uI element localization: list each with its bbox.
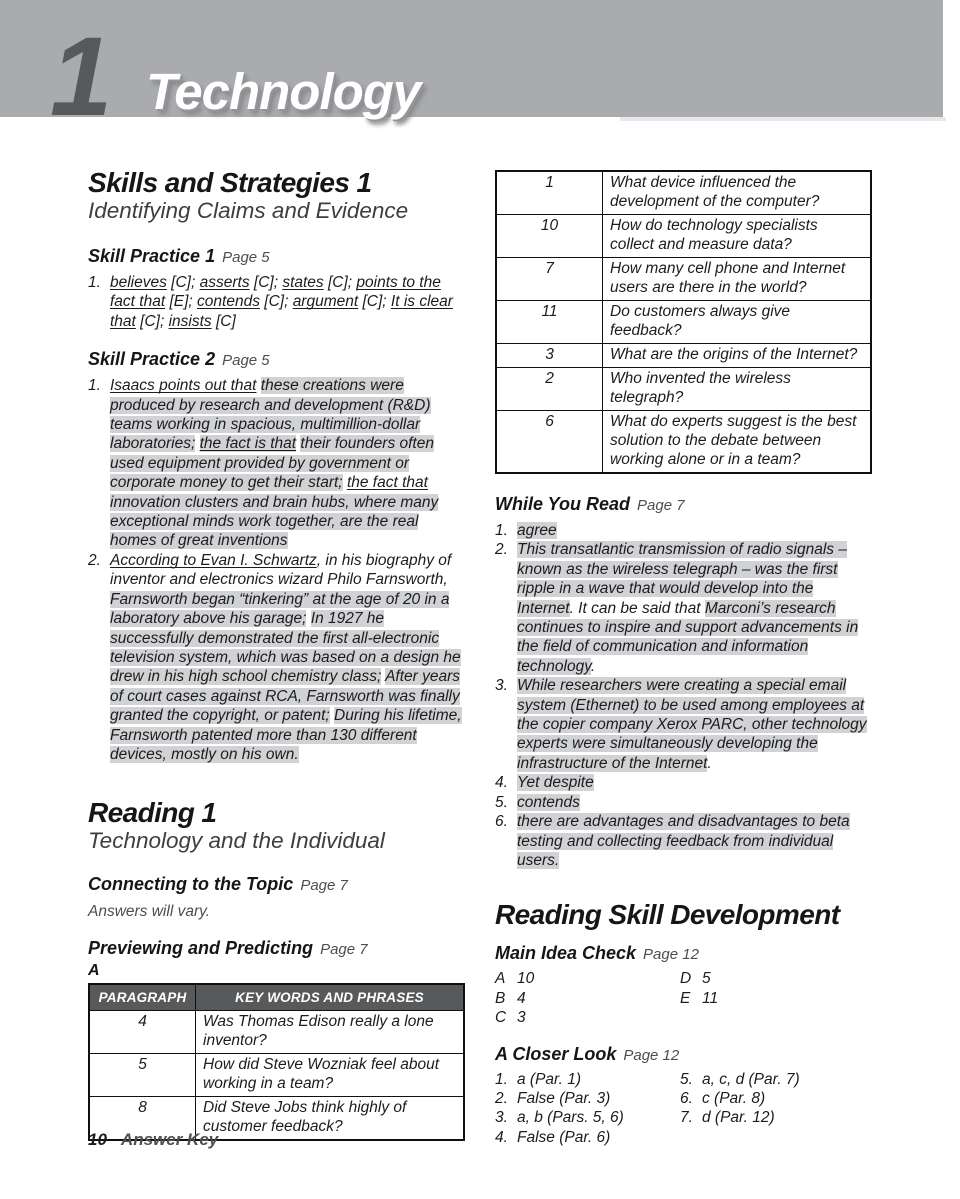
heading-label: Connecting to the Topic xyxy=(88,874,294,895)
paragraph-number-cell: 5 xyxy=(89,1053,196,1096)
skill-practice-2-answers xyxy=(88,376,465,764)
heading-skill-practice-2 xyxy=(88,349,465,371)
page-reference: Page 12 xyxy=(623,1046,680,1064)
answer-number: 1. xyxy=(495,522,508,539)
answer-item xyxy=(680,1108,865,1127)
table-row xyxy=(496,215,871,258)
highlighted-text: After years of court cases against RCA, Farnsworth was finally granted the copyright, or patent; xyxy=(110,668,461,725)
page-reference: Page 5 xyxy=(222,249,270,266)
answer-number: 1. xyxy=(495,1070,508,1088)
table-header-row xyxy=(89,984,464,1011)
answer-item xyxy=(680,989,865,1008)
skill-practice-1-answers xyxy=(88,273,465,331)
previewing-table-body xyxy=(89,1010,464,1140)
answer-text xyxy=(517,1108,680,1127)
answer-number: E xyxy=(680,989,691,1007)
table-row xyxy=(496,368,871,411)
highlighted-text: innovation clusters and brain hubs, where many exceptional minds work together, are the real homes of great inventions xyxy=(110,493,439,550)
key-words-cell: Who invented the wireless telegraph? xyxy=(603,368,872,411)
heading-label: Main Idea Check xyxy=(495,943,637,964)
a-closer-look-right xyxy=(680,1070,865,1148)
underlined-text: Isaacs points out that xyxy=(110,377,257,395)
heading-a-closer-look xyxy=(495,1044,872,1066)
answer-item xyxy=(495,1008,680,1027)
section-subtitle-reading-1: Technology and the Individual xyxy=(88,828,385,854)
heading-previewing-and-predicting xyxy=(88,938,465,960)
plain-text: [C]; xyxy=(166,274,200,291)
answer-item xyxy=(495,1108,680,1127)
plain-text: a, b (Pars. 5, 6) xyxy=(517,1109,624,1127)
a-closer-look-grid xyxy=(495,1066,872,1148)
heading-connecting-to-the-topic xyxy=(88,874,465,896)
underlined-text: believes xyxy=(110,274,167,291)
plain-text: c (Par. 8) xyxy=(702,1089,766,1107)
highlighted-text: there are advantages and disadvantages to beta testing and collecting feedback from individual users. xyxy=(517,813,850,869)
key-words-cell: How did Steve Wozniak feel about working in a team? xyxy=(196,1053,465,1096)
answer-text xyxy=(702,1089,865,1108)
key-words-cell: Do customers always give feedback? xyxy=(603,301,872,344)
plain-text: . xyxy=(590,657,596,675)
answer-text xyxy=(517,989,680,1008)
paragraph-number-cell: 2 xyxy=(496,368,603,411)
unit-banner xyxy=(0,0,943,120)
answer-number: D xyxy=(680,970,692,988)
key-words-cell: Was Thomas Edison really a lone inventor? xyxy=(196,1010,465,1053)
answer-text xyxy=(517,521,872,540)
key-words-cell: How many cell phone and Internet users are there in the world? xyxy=(603,258,872,301)
plain-text: 3 xyxy=(517,1009,526,1027)
answer-item xyxy=(680,1070,865,1089)
page-reference: Page 7 xyxy=(637,497,685,514)
table-row xyxy=(496,344,871,368)
section-title-reading-skill-development: Reading Skill Development xyxy=(495,899,840,931)
plain-text: False (Par. 3) xyxy=(517,1089,611,1107)
highlighted-text: While researchers were creating a special email system (Ethernet) to be used among employees at the copier company Xerox PARC, other technology experts were simultaneously developing the infrastructure of the Internet xyxy=(517,677,867,772)
highlighted-text: Yet despite xyxy=(517,774,594,792)
answer-item xyxy=(495,540,872,676)
plain-text: d (Par. 12) xyxy=(702,1109,775,1127)
answer-item xyxy=(88,273,465,331)
answer-text xyxy=(110,551,465,764)
plain-text: 5 xyxy=(702,970,711,988)
section-title-skills-and-strategies: Skills and Strategies 1 xyxy=(88,167,372,198)
main-idea-check-grid xyxy=(495,965,872,1027)
plain-text: a, c, d (Par. 7) xyxy=(702,1070,800,1088)
highlighted-text: their founders often used equipment provided by government or corporate money to get their start; xyxy=(110,435,434,492)
key-words-cell: What are the origins of the Internet? xyxy=(603,344,872,368)
answer-number: 2. xyxy=(88,551,101,569)
answer-text xyxy=(702,1108,865,1127)
underlined-text: states xyxy=(282,274,324,291)
answer-item xyxy=(680,1089,865,1108)
answer-item xyxy=(495,676,872,773)
right-column xyxy=(495,170,872,1147)
answers-will-vary-note: Answers will vary. xyxy=(88,903,211,921)
section-subtitle-skills-and-strategies: Identifying Claims and Evidence xyxy=(88,198,409,223)
page-footer xyxy=(88,1130,218,1150)
paragraph-number-cell: 7 xyxy=(496,258,603,301)
plain-text: [C]; xyxy=(358,293,391,311)
answer-text xyxy=(702,989,865,1008)
previewing-table-continued xyxy=(495,170,872,474)
answer-text xyxy=(517,812,872,870)
highlighted-text: these creations were produced by research and development (R&D) teams working in spacious, multimillion-dollar laboratories; xyxy=(110,377,431,453)
a-closer-look-left xyxy=(495,1070,680,1148)
page-reference: Page 7 xyxy=(320,940,368,958)
table-row xyxy=(89,1010,464,1053)
page-reference: Page 5 xyxy=(222,352,270,370)
answer-number: 1. xyxy=(88,377,101,395)
answer-text xyxy=(517,793,872,812)
main-idea-check-left xyxy=(495,969,680,1027)
paragraph-number-cell: 1 xyxy=(496,171,603,215)
answer-number: 6. xyxy=(495,813,508,831)
footer-label: Answer Key xyxy=(120,1130,219,1149)
answer-item xyxy=(495,1070,680,1089)
page-reference: Page 12 xyxy=(643,946,699,964)
answer-item xyxy=(88,551,465,764)
heading-label: Previewing and Predicting xyxy=(88,937,314,958)
highlighted-text: contends xyxy=(517,793,580,811)
plain-text: False (Par. 6) xyxy=(517,1128,611,1146)
answer-text xyxy=(517,1128,680,1147)
answer-item xyxy=(495,1089,680,1108)
heading-while-you-read xyxy=(495,494,872,516)
answer-text xyxy=(702,1070,865,1089)
paragraph-number-cell: 8 xyxy=(89,1096,196,1140)
left-column xyxy=(88,168,465,1141)
answer-text xyxy=(110,273,465,331)
answer-text xyxy=(517,1070,680,1089)
underlined-text: points to the fact that xyxy=(110,274,441,311)
highlighted-text: During his lifetime, Farnsworth patented more than 130 different devices, mostly on his own. xyxy=(110,707,462,763)
heading-label: Skill Practice 2 xyxy=(88,349,216,370)
answer-number: 7. xyxy=(680,1109,693,1127)
answer-number: 6. xyxy=(680,1089,693,1107)
section-title-reading-1: Reading 1 xyxy=(88,797,217,829)
answer-item xyxy=(495,989,680,1008)
plain-text: . xyxy=(707,754,712,772)
column-header-key-words: KEY WORDS AND PHRASES xyxy=(196,984,465,1011)
key-words-cell: What device influenced the development of the computer? xyxy=(603,171,872,215)
table-row xyxy=(496,258,871,301)
underlined-text: argument xyxy=(292,293,359,311)
highlighted-text: the fact is that xyxy=(199,435,297,453)
heading-label: Skill Practice 1 xyxy=(88,246,216,266)
answer-item xyxy=(88,376,465,551)
while-you-read-answers xyxy=(495,521,872,870)
footer-page-number: 10 xyxy=(88,1130,107,1149)
key-words-cell: What do experts suggest is the best solution to the debate between working alone or in a team? xyxy=(603,411,872,474)
previewing-table-head xyxy=(89,984,464,1011)
key-words-cell: Did Steve Jobs think highly of customer feedback? xyxy=(196,1096,465,1140)
answer-text xyxy=(517,1089,680,1108)
plain-text: [E]; xyxy=(165,293,198,311)
plain-text: [C]; xyxy=(135,312,169,330)
underlined-text: According to Evan I. Schwartz xyxy=(110,551,317,569)
plain-text: 11 xyxy=(702,989,719,1007)
plain-text xyxy=(195,435,199,452)
plain-text: 10 xyxy=(517,970,535,988)
highlighted-text: agree xyxy=(517,522,557,539)
part-label-a: A xyxy=(88,961,100,979)
answer-item xyxy=(680,969,865,988)
answer-number: 3. xyxy=(495,1109,508,1127)
paragraph-number-cell: 10 xyxy=(496,215,603,258)
answer-number: 5. xyxy=(680,1070,693,1088)
table-row xyxy=(89,1053,464,1096)
paragraph-number-cell: 11 xyxy=(496,301,603,344)
answer-text xyxy=(110,376,465,551)
answer-number: 5. xyxy=(495,793,508,811)
unit-number: 1 xyxy=(50,14,113,139)
answer-text xyxy=(517,676,872,773)
page-reference: Page 7 xyxy=(300,877,348,895)
banner-shadow xyxy=(620,117,946,121)
plain-text: [C]; xyxy=(249,274,283,291)
answer-number: 2. xyxy=(495,541,508,559)
answer-item xyxy=(495,773,872,792)
answer-text xyxy=(517,969,680,988)
answer-number: A xyxy=(495,970,506,988)
plain-text: 4 xyxy=(517,989,526,1007)
answer-item xyxy=(495,812,872,870)
highlighted-text: This transatlantic transmission of radio signals – known as the wireless telegraph – was the first ripple in a wave that would develop into the Internet xyxy=(517,541,847,617)
answer-text xyxy=(517,773,872,792)
underlined-text: It is clear that xyxy=(110,293,453,330)
answer-text xyxy=(517,1008,680,1027)
answer-item xyxy=(495,1128,680,1147)
unit-title: Technology xyxy=(146,63,421,120)
plain-text: [C]; xyxy=(259,293,293,311)
plain-text: [C]; xyxy=(323,274,357,291)
plain-text: . It can be said that xyxy=(569,599,705,617)
answer-text xyxy=(702,969,865,988)
plain-text: [C] xyxy=(211,312,236,330)
highlighted-text: Marconi’s research continues to inspire and support advancements in the field of communication and information technology xyxy=(517,599,859,675)
heading-skill-practice-1 xyxy=(88,246,465,268)
paragraph-number-cell: 3 xyxy=(496,344,603,368)
answer-number: 2. xyxy=(495,1089,508,1107)
main-idea-check-right xyxy=(680,969,865,1027)
paragraph-number-cell: 4 xyxy=(89,1010,196,1053)
answer-item xyxy=(495,521,872,540)
previewing-table-continued-body xyxy=(496,171,871,473)
table-row xyxy=(496,411,871,474)
underlined-text: insists xyxy=(168,312,212,330)
answer-number: 1. xyxy=(88,274,101,291)
answer-number: 4. xyxy=(495,1128,508,1146)
answer-number: 3. xyxy=(495,677,508,695)
underlined-text: contends xyxy=(197,293,260,311)
previewing-table xyxy=(88,983,465,1141)
underlined-text: the fact that xyxy=(346,474,428,492)
heading-label: A Closer Look xyxy=(495,1043,617,1064)
answer-number: B xyxy=(495,989,506,1007)
table-row xyxy=(496,301,871,344)
highlighted-text: Farnsworth began “tinkering” at the age of 20 in a laboratory above his garage; xyxy=(110,590,450,628)
highlighted-text: In 1927 he successfully demonstrated the first all-electronic television system, which was based on a design he drew in his high school chemistry class; xyxy=(110,610,461,686)
heading-label: While You Read xyxy=(495,494,631,514)
paragraph-number-cell: 6 xyxy=(496,411,603,474)
heading-main-idea-check xyxy=(495,943,872,965)
answer-number: 4. xyxy=(495,774,508,792)
plain-text: a (Par. 1) xyxy=(517,1070,582,1088)
answer-item xyxy=(495,793,872,812)
answer-text xyxy=(517,540,872,676)
underlined-text: asserts xyxy=(199,274,250,291)
key-words-cell: How do technology specialists collect and measure data? xyxy=(603,215,872,258)
table-row xyxy=(496,171,871,215)
answer-item xyxy=(495,969,680,988)
column-header-paragraph: PARAGRAPH xyxy=(89,984,196,1011)
plain-text: , in his biography of inventor and electronics wizard Philo Farnsworth, xyxy=(110,551,452,589)
answer-number: C xyxy=(495,1009,507,1027)
